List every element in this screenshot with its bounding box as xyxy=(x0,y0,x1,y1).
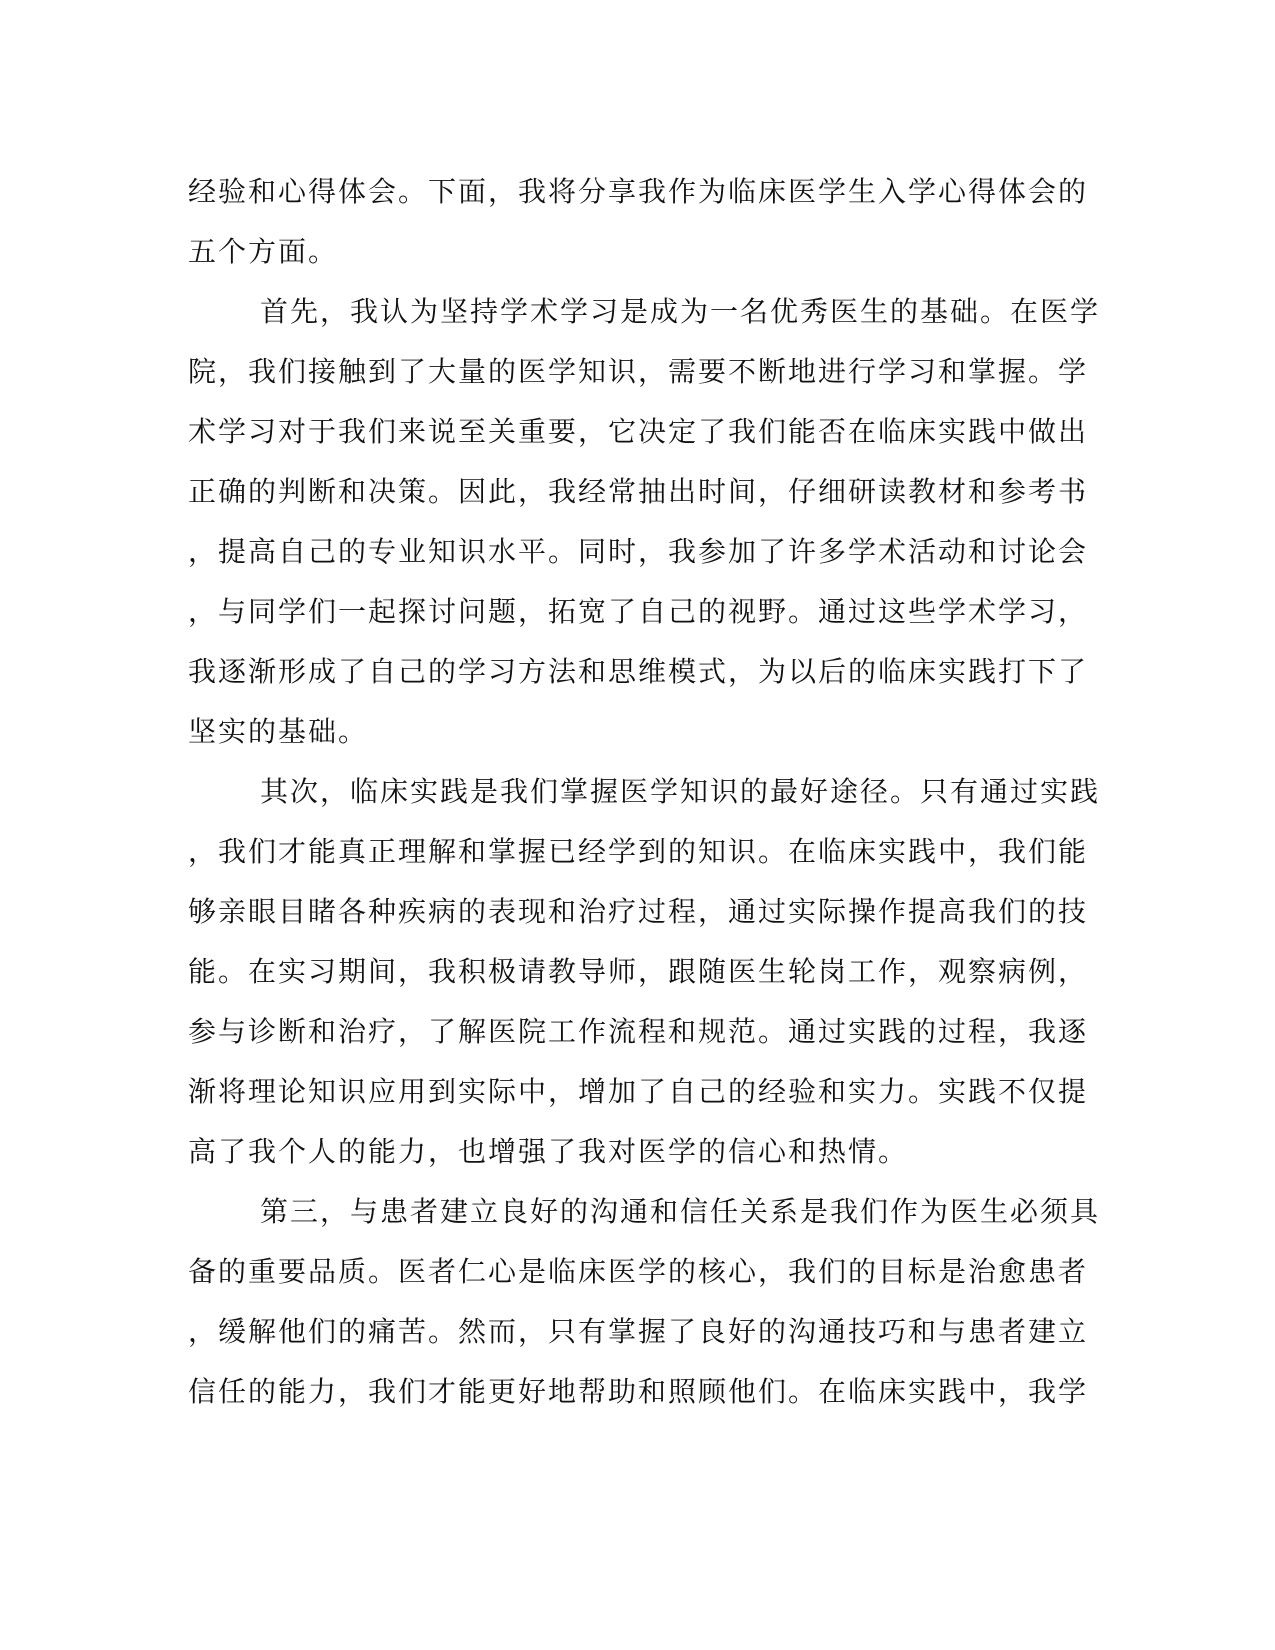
text-line: 备的重要品质。医者仁心是临床医学的核心，我们的目标是治愈患者 xyxy=(188,1255,1089,1288)
text-line: 正确的判断和决策。因此，我经常抽出时间，仔细研读教材和参考书 xyxy=(188,475,1089,508)
text-line: 我逐渐形成了自己的学习方法和思维模式，为以后的临床实践打下了 xyxy=(188,655,1089,688)
body-text xyxy=(188,162,1101,1422)
text-line: ，缓解他们的痛苦。然而，只有掌握了良好的沟通技巧和与患者建立 xyxy=(188,1315,1089,1348)
text-line: 高了我个人的能力，也增强了我对医学的信心和热情。 xyxy=(188,1135,909,1168)
text-line: 术学习对于我们来说至关重要，它决定了我们能否在临床实践中做出 xyxy=(188,415,1089,448)
text-line: 经验和心得体会。下面，我将分享我作为临床医学生入学心得体会的 xyxy=(188,175,1089,208)
text-line: 信任的能力，我们才能更好地帮助和照顾他们。在临床实践中，我学 xyxy=(188,1375,1089,1408)
text-line: 五个方面。 xyxy=(188,235,339,268)
text-line: ，我们才能真正理解和掌握已经学到的知识。在临床实践中，我们能 xyxy=(188,835,1089,868)
text-line: 参与诊断和治疗，了解医院工作流程和规范。通过实践的过程，我逐 xyxy=(188,1015,1089,1048)
text-line: 渐将理论知识应用到实际中，增加了自己的经验和实力。实践不仅提 xyxy=(188,1075,1089,1108)
text-line: 首先，我认为坚持学术学习是成为一名优秀医生的基础。在医学 xyxy=(260,295,1101,328)
text-line: 院，我们接触到了大量的医学知识，需要不断地进行学习和掌握。学 xyxy=(188,355,1089,388)
text-line: 第三，与患者建立良好的沟通和信任关系是我们作为医生必须具 xyxy=(260,1195,1101,1228)
text-line: 坚实的基础。 xyxy=(188,715,369,748)
text-line: 其次，临床实践是我们掌握医学知识的最好途径。只有通过实践 xyxy=(260,775,1101,808)
text-line: 能。在实习期间，我积极请教导师，跟随医生轮岗工作，观察病例， xyxy=(188,955,1089,988)
text-line: ，提高自己的专业知识水平。同时，我参加了许多学术活动和讨论会 xyxy=(188,535,1089,568)
text-line: 够亲眼目睹各种疾病的表现和治疗过程，通过实际操作提高我们的技 xyxy=(188,895,1089,928)
text-line: ，与同学们一起探讨问题，拓宽了自己的视野。通过这些学术学习， xyxy=(188,595,1089,628)
